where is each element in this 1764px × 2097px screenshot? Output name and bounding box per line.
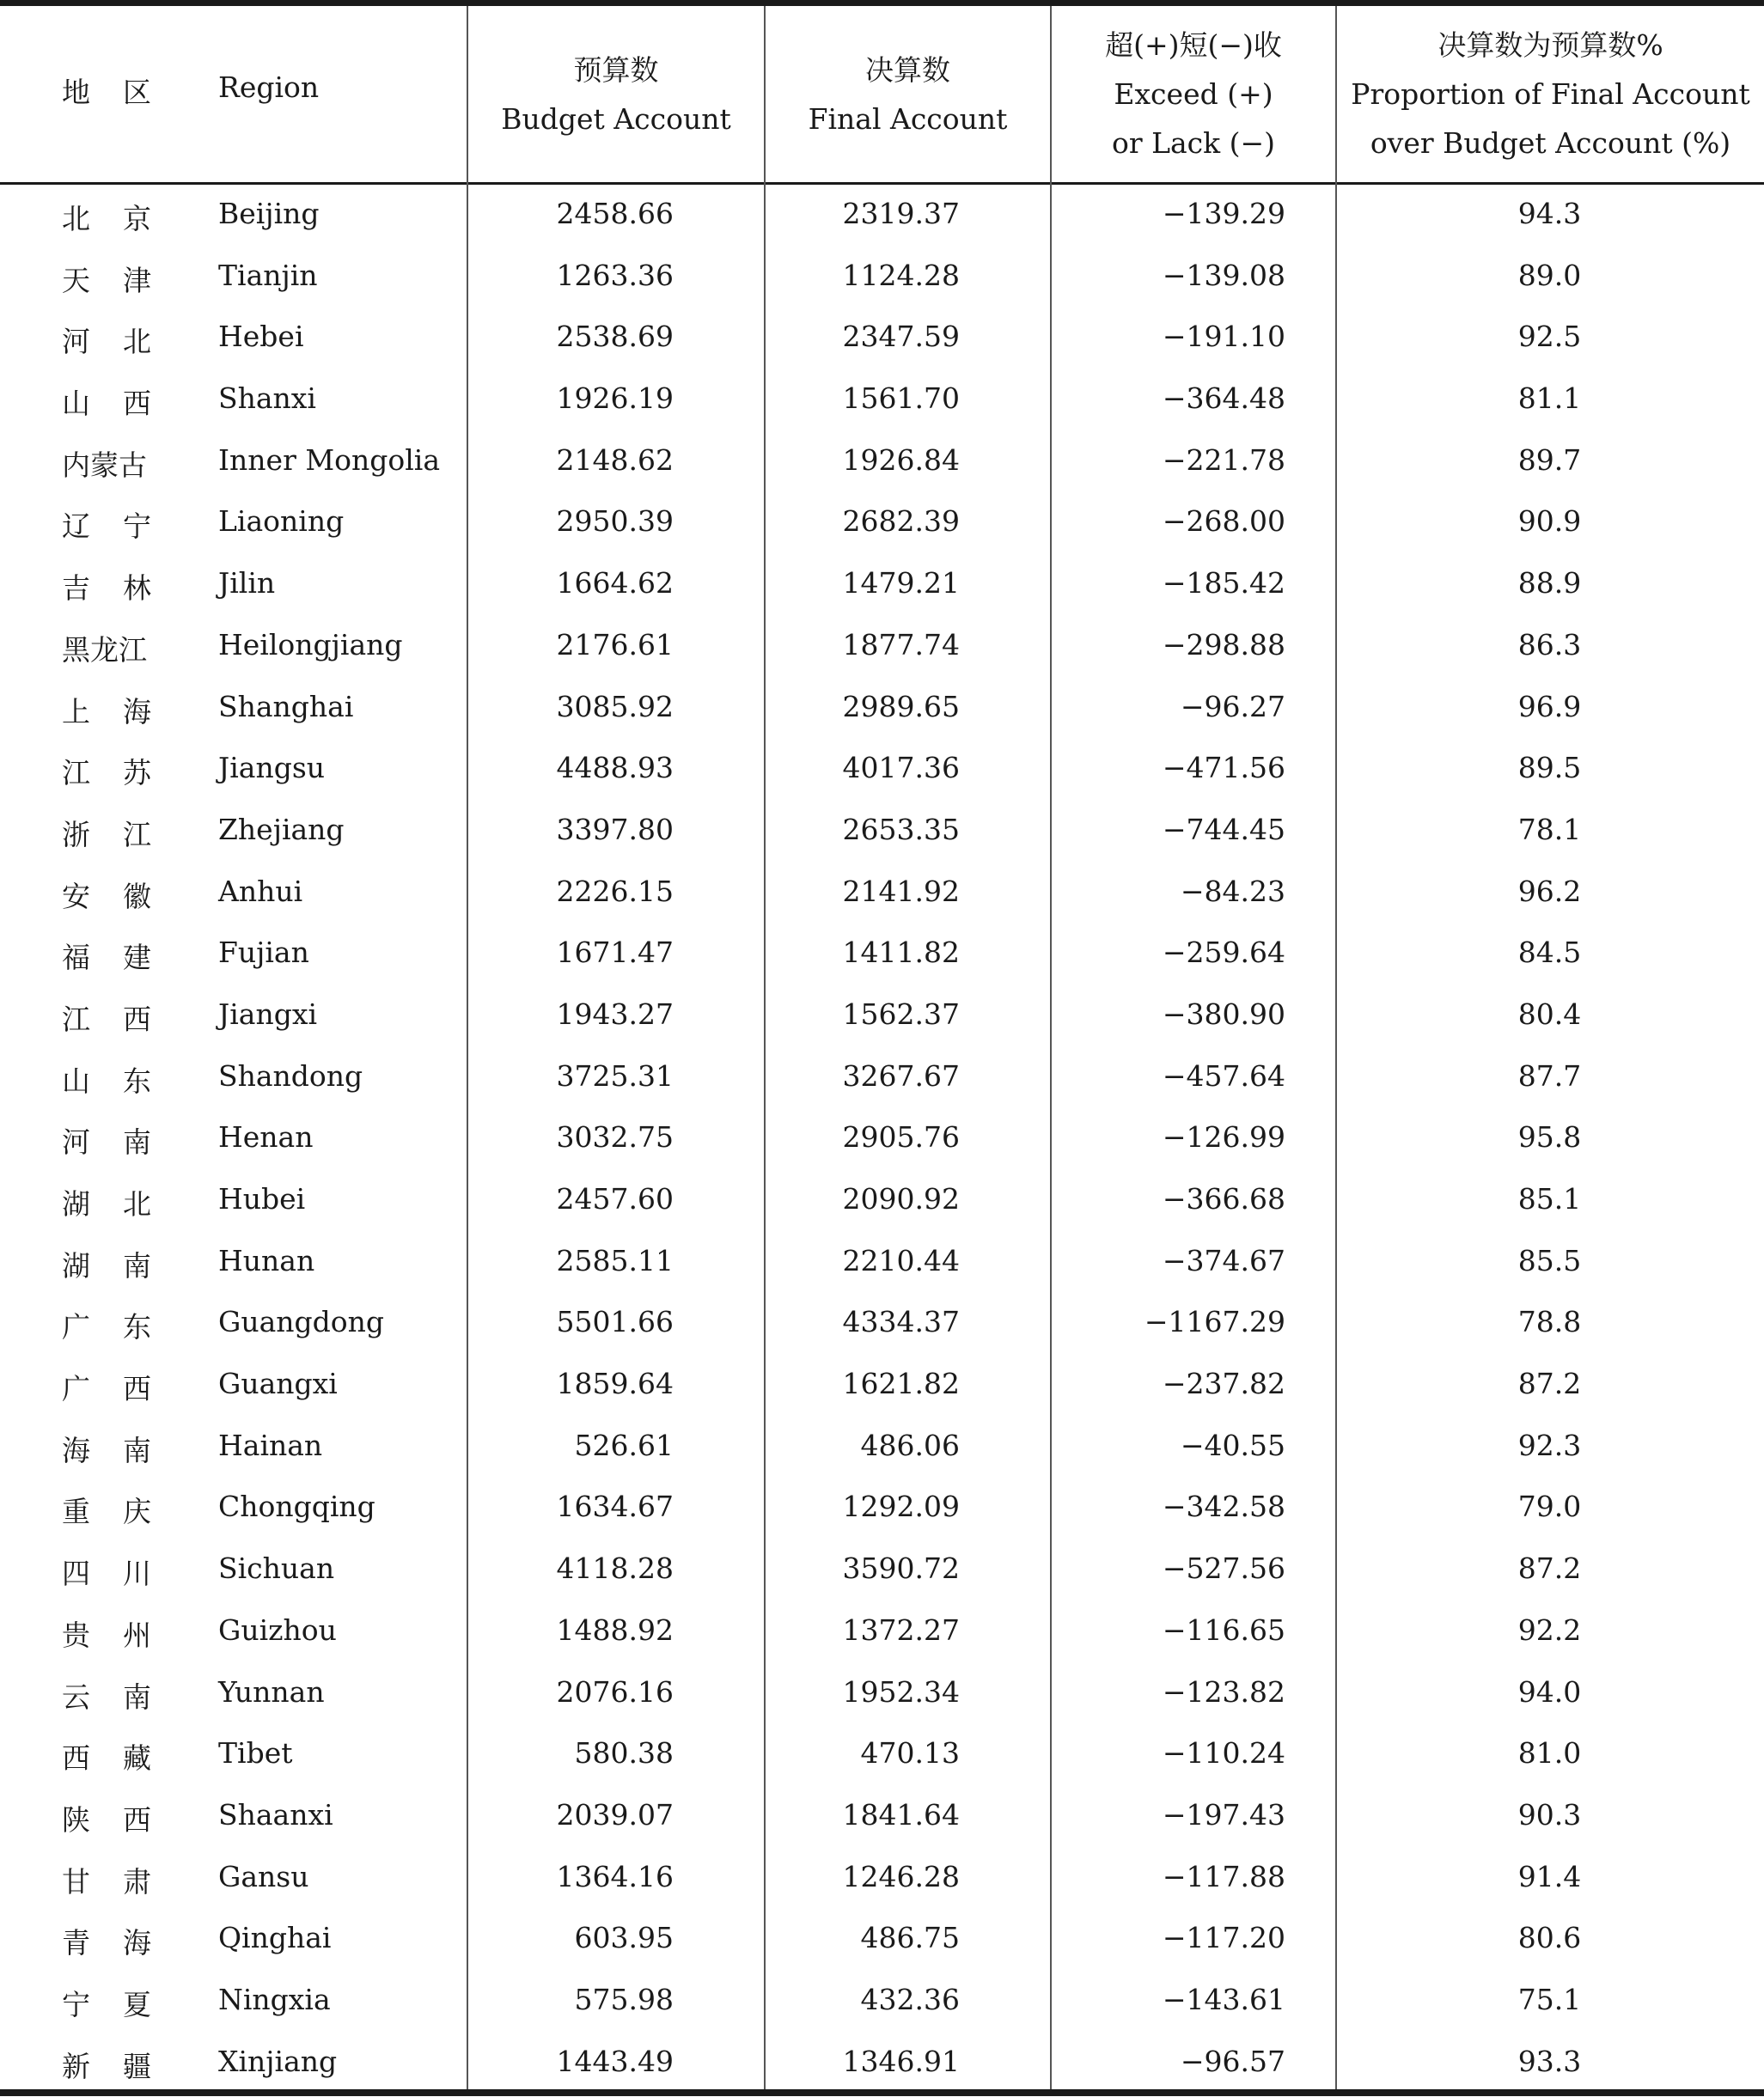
final-value: 1246.28 bbox=[842, 1859, 960, 1893]
difference-value: −197.43 bbox=[1162, 1797, 1285, 1832]
region-name-zh: 内蒙古 bbox=[62, 448, 147, 482]
final-value: 486.75 bbox=[860, 1921, 960, 1955]
region-name-zh: 安徽 bbox=[62, 879, 184, 913]
table-row bbox=[0, 616, 1764, 678]
proportion-value: 85.5 bbox=[1517, 1243, 1582, 1277]
difference-value: −1167.29 bbox=[1144, 1305, 1285, 1339]
proportion-value: 79.0 bbox=[1517, 1490, 1582, 1524]
header-final-en: Final Account bbox=[808, 101, 1008, 136]
difference-value: −185.42 bbox=[1162, 566, 1285, 600]
table-row bbox=[0, 1108, 1764, 1170]
budget-value: 3397.80 bbox=[556, 812, 674, 846]
region-name-zh: 海南 bbox=[62, 1433, 184, 1467]
budget-value: 2458.66 bbox=[556, 197, 674, 230]
proportion-value: 90.3 bbox=[1517, 1797, 1582, 1832]
region-name-en: Yunnan bbox=[218, 1674, 325, 1709]
proportion-value: 87.7 bbox=[1517, 1058, 1582, 1093]
region-name-zh: 江西 bbox=[62, 1002, 184, 1036]
region-name-en: Guangxi bbox=[218, 1367, 338, 1401]
final-value: 1952.34 bbox=[842, 1674, 960, 1709]
region-name-zh: 上海 bbox=[62, 694, 184, 728]
final-value: 486.06 bbox=[860, 1428, 960, 1462]
region-name-zh: 浙江 bbox=[62, 817, 184, 851]
region-name-en: Shaanxi bbox=[218, 1797, 333, 1832]
budget-value: 1664.62 bbox=[556, 566, 674, 600]
difference-value: −457.64 bbox=[1162, 1058, 1285, 1093]
table-row bbox=[0, 1724, 1764, 1786]
final-value: 3590.72 bbox=[842, 1551, 960, 1586]
proportion-value: 89.0 bbox=[1517, 258, 1582, 292]
final-value: 2090.92 bbox=[842, 1182, 960, 1216]
proportion-value: 80.4 bbox=[1517, 997, 1582, 1031]
region-name-zh: 江苏 bbox=[62, 756, 184, 790]
table-row bbox=[0, 863, 1764, 924]
region-name-zh: 宁夏 bbox=[62, 1987, 184, 2021]
table-row bbox=[0, 308, 1764, 369]
budget-value: 2538.69 bbox=[556, 320, 674, 354]
region-name-en: Hunan bbox=[218, 1243, 315, 1277]
region-name-en: Heilongjiang bbox=[218, 627, 403, 661]
region-name-zh: 西藏 bbox=[62, 1741, 184, 1776]
header-proportion-en-2: over Budget Account (%) bbox=[1370, 126, 1731, 160]
final-value: 2682.39 bbox=[842, 504, 960, 539]
region-name-zh: 甘肃 bbox=[62, 1864, 184, 1899]
difference-value: −527.56 bbox=[1162, 1551, 1285, 1586]
region-name-zh: 福建 bbox=[62, 941, 184, 975]
table-row bbox=[0, 554, 1764, 616]
table-row bbox=[0, 1047, 1764, 1109]
region-name-en: Henan bbox=[218, 1120, 314, 1155]
top-rule bbox=[0, 0, 1764, 6]
difference-value: −221.78 bbox=[1162, 442, 1285, 477]
region-name-en: Tibet bbox=[218, 1736, 293, 1771]
region-name-zh: 重庆 bbox=[62, 1495, 184, 1529]
region-name-zh: 辽宁 bbox=[62, 509, 184, 544]
difference-value: −116.65 bbox=[1162, 1612, 1285, 1647]
difference-value: −96.27 bbox=[1180, 689, 1285, 723]
region-name-zh: 广西 bbox=[62, 1372, 184, 1406]
header-region-en: Region bbox=[218, 70, 320, 104]
difference-value: −237.82 bbox=[1162, 1367, 1285, 1401]
difference-value: −191.10 bbox=[1162, 320, 1285, 354]
final-value: 1479.21 bbox=[842, 566, 960, 600]
final-value: 1621.82 bbox=[842, 1367, 960, 1401]
region-name-en: Fujian bbox=[218, 936, 309, 970]
difference-value: −84.23 bbox=[1180, 874, 1285, 908]
difference-value: −744.45 bbox=[1162, 812, 1285, 846]
region-name-zh: 天津 bbox=[62, 263, 184, 297]
proportion-value: 94.3 bbox=[1517, 197, 1582, 230]
budget-value: 3725.31 bbox=[556, 1058, 674, 1093]
region-name-zh: 云南 bbox=[62, 1679, 184, 1714]
table-row bbox=[0, 1971, 1764, 2033]
header-final bbox=[766, 6, 1050, 182]
proportion-value: 78.8 bbox=[1517, 1305, 1582, 1339]
budget-value: 1488.92 bbox=[556, 1612, 674, 1647]
budget-value: 1859.64 bbox=[556, 1367, 674, 1401]
final-value: 1877.74 bbox=[842, 627, 960, 661]
region-name-zh: 四川 bbox=[62, 1557, 184, 1591]
proportion-value: 90.9 bbox=[1517, 504, 1582, 539]
region-name-zh: 河南 bbox=[62, 1125, 184, 1160]
region-name-en: Ningxia bbox=[218, 1982, 331, 2016]
header-proportion-en-1: Proportion of Final Account bbox=[1351, 77, 1750, 111]
table-row bbox=[0, 431, 1764, 493]
difference-value: −259.64 bbox=[1162, 936, 1285, 970]
final-value: 2989.65 bbox=[842, 689, 960, 723]
budget-value: 2950.39 bbox=[556, 504, 674, 539]
difference-value: −40.55 bbox=[1180, 1428, 1285, 1462]
proportion-value: 94.0 bbox=[1517, 1674, 1582, 1709]
difference-value: −110.24 bbox=[1162, 1736, 1285, 1771]
final-value: 2319.37 bbox=[842, 197, 960, 230]
header-diff-en-2: or Lack (−) bbox=[1111, 126, 1276, 160]
table-row bbox=[0, 1663, 1764, 1725]
table-row bbox=[0, 1355, 1764, 1417]
final-value: 2905.76 bbox=[842, 1120, 960, 1155]
table-row bbox=[0, 1478, 1764, 1539]
region-name-en: Gansu bbox=[218, 1859, 309, 1893]
table-row bbox=[0, 1170, 1764, 1232]
table-row bbox=[0, 678, 1764, 740]
region-name-en: Hubei bbox=[218, 1182, 306, 1216]
proportion-value: 89.7 bbox=[1517, 442, 1582, 477]
table-row bbox=[0, 924, 1764, 985]
header-budget-en: Budget Account bbox=[501, 101, 731, 136]
budget-value: 2585.11 bbox=[556, 1243, 674, 1277]
region-name-en: Shanghai bbox=[218, 689, 354, 723]
difference-value: −117.88 bbox=[1162, 1859, 1285, 1893]
proportion-value: 93.3 bbox=[1517, 2044, 1582, 2078]
proportion-value: 95.8 bbox=[1517, 1120, 1582, 1155]
difference-value: −123.82 bbox=[1162, 1674, 1285, 1709]
proportion-value: 78.1 bbox=[1517, 812, 1582, 846]
region-name-zh: 湖北 bbox=[62, 1187, 184, 1221]
table-row bbox=[0, 1293, 1764, 1355]
region-name-en: Jilin bbox=[218, 566, 276, 600]
region-name-en: Sichuan bbox=[218, 1551, 335, 1586]
region-name-en: Guizhou bbox=[218, 1612, 337, 1647]
difference-value: −298.88 bbox=[1162, 627, 1285, 661]
proportion-value: 80.6 bbox=[1517, 1921, 1582, 1955]
difference-value: −342.58 bbox=[1162, 1490, 1285, 1524]
difference-value: −380.90 bbox=[1162, 997, 1285, 1031]
proportion-value: 87.2 bbox=[1517, 1367, 1582, 1401]
budget-value: 580.38 bbox=[574, 1736, 674, 1771]
budget-value: 3032.75 bbox=[556, 1120, 674, 1155]
proportion-value: 92.2 bbox=[1517, 1612, 1582, 1647]
final-value: 1124.28 bbox=[842, 258, 960, 292]
region-name-zh: 湖南 bbox=[62, 1248, 184, 1283]
final-value: 1292.09 bbox=[842, 1490, 960, 1524]
budget-value: 1634.67 bbox=[556, 1490, 674, 1524]
region-name-zh: 河北 bbox=[62, 325, 184, 359]
region-name-zh: 青海 bbox=[62, 1926, 184, 1960]
budget-value: 2148.62 bbox=[556, 442, 674, 477]
table-row bbox=[0, 985, 1764, 1047]
difference-value: −126.99 bbox=[1162, 1120, 1285, 1155]
budget-value: 1671.47 bbox=[556, 936, 674, 970]
budget-value: 1263.36 bbox=[556, 258, 674, 292]
table-row bbox=[0, 1786, 1764, 1848]
final-value: 2653.35 bbox=[842, 812, 960, 846]
region-name-en: Tianjin bbox=[218, 258, 318, 292]
final-value: 1561.70 bbox=[842, 381, 960, 416]
region-name-en: Qinghai bbox=[218, 1921, 332, 1955]
budget-value: 575.98 bbox=[574, 1982, 674, 2016]
final-value: 1411.82 bbox=[842, 936, 960, 970]
region-name-zh: 贵州 bbox=[62, 1618, 184, 1652]
budget-value: 2226.15 bbox=[556, 874, 674, 908]
header-proportion bbox=[1337, 6, 1764, 182]
difference-value: −117.20 bbox=[1162, 1921, 1285, 1955]
final-value: 1346.91 bbox=[842, 2044, 960, 2078]
proportion-value: 88.9 bbox=[1517, 566, 1582, 600]
difference-value: −374.67 bbox=[1162, 1243, 1285, 1277]
budget-value: 1926.19 bbox=[556, 381, 674, 416]
region-name-zh: 陕西 bbox=[62, 1802, 184, 1837]
proportion-value: 96.2 bbox=[1517, 874, 1582, 908]
header-region-zh: 地区 bbox=[62, 76, 184, 109]
region-name-en: Liaoning bbox=[218, 504, 345, 539]
header-budget bbox=[468, 6, 764, 182]
proportion-value: 91.4 bbox=[1517, 1859, 1582, 1893]
difference-value: −471.56 bbox=[1162, 751, 1285, 785]
region-name-zh: 新疆 bbox=[62, 2049, 184, 2083]
difference-value: −364.48 bbox=[1162, 381, 1285, 416]
proportion-value: 81.1 bbox=[1517, 381, 1582, 416]
header-diff-en-1: Exceed (+) bbox=[1114, 77, 1273, 111]
table-row bbox=[0, 2033, 1764, 2094]
region-name-zh: 广东 bbox=[62, 1310, 184, 1344]
header-final-zh: 决算数 bbox=[865, 52, 950, 87]
difference-value: −268.00 bbox=[1162, 504, 1285, 539]
budget-value: 1364.16 bbox=[556, 1859, 674, 1893]
proportion-value: 89.5 bbox=[1517, 751, 1582, 785]
region-name-en: Inner Mongolia bbox=[218, 442, 441, 477]
final-value: 3267.67 bbox=[842, 1058, 960, 1093]
table-row bbox=[0, 492, 1764, 554]
region-name-en: Jiangsu bbox=[218, 751, 326, 785]
region-name-en: Shanxi bbox=[218, 381, 316, 416]
header-budget-zh: 预算数 bbox=[573, 52, 659, 87]
final-value: 4334.37 bbox=[842, 1305, 960, 1339]
difference-value: −139.29 bbox=[1162, 197, 1285, 230]
table-row bbox=[0, 185, 1764, 247]
proportion-value: 75.1 bbox=[1517, 1982, 1582, 2016]
region-name-en: Shandong bbox=[218, 1058, 363, 1093]
proportion-value: 87.2 bbox=[1517, 1551, 1582, 1586]
table-row bbox=[0, 247, 1764, 308]
proportion-value: 81.0 bbox=[1517, 1736, 1582, 1771]
table-row bbox=[0, 1417, 1764, 1478]
final-value: 4017.36 bbox=[842, 751, 960, 785]
budget-value: 4488.93 bbox=[556, 751, 674, 785]
difference-value: −143.61 bbox=[1162, 1982, 1285, 2016]
final-value: 1372.27 bbox=[842, 1612, 960, 1647]
budget-value: 2076.16 bbox=[556, 1674, 674, 1709]
budget-value: 4118.28 bbox=[556, 1551, 674, 1586]
table-row bbox=[0, 801, 1764, 863]
region-name-zh: 黑龙江 bbox=[62, 632, 147, 667]
final-value: 1926.84 bbox=[842, 442, 960, 477]
budget-value: 2176.61 bbox=[556, 627, 674, 661]
final-value: 2210.44 bbox=[842, 1243, 960, 1277]
header-proportion-zh: 决算数为预算数% bbox=[1437, 28, 1663, 62]
table-row bbox=[0, 1601, 1764, 1663]
region-name-en: Xinjiang bbox=[218, 2044, 338, 2078]
region-name-en: Anhui bbox=[218, 874, 303, 908]
table-row bbox=[0, 1909, 1764, 1971]
table-row bbox=[0, 1232, 1764, 1294]
difference-value: −366.68 bbox=[1162, 1182, 1285, 1216]
proportion-value: 96.9 bbox=[1517, 689, 1582, 723]
budget-value: 526.61 bbox=[574, 1428, 674, 1462]
final-value: 1562.37 bbox=[842, 997, 960, 1031]
region-name-zh: 北京 bbox=[62, 202, 184, 235]
region-name-en: Hainan bbox=[218, 1428, 323, 1462]
region-name-en: Jiangxi bbox=[218, 997, 318, 1031]
region-name-en: Beijing bbox=[218, 197, 320, 230]
table-row bbox=[0, 739, 1764, 801]
region-name-zh: 吉林 bbox=[62, 571, 184, 606]
difference-value: −139.08 bbox=[1162, 258, 1285, 292]
region-name-en: Chongqing bbox=[218, 1490, 375, 1524]
final-value: 2141.92 bbox=[842, 874, 960, 908]
proportion-value: 85.1 bbox=[1517, 1182, 1582, 1216]
budget-value: 1943.27 bbox=[556, 997, 674, 1031]
final-value: 1841.64 bbox=[842, 1797, 960, 1832]
proportion-value: 86.3 bbox=[1517, 627, 1582, 661]
header-diff bbox=[1052, 6, 1335, 182]
budget-value: 5501.66 bbox=[556, 1305, 674, 1339]
table-row bbox=[0, 369, 1764, 431]
budget-value: 603.95 bbox=[574, 1921, 674, 1955]
final-value: 470.13 bbox=[860, 1736, 960, 1771]
region-name-zh: 山东 bbox=[62, 1064, 184, 1098]
region-name-en: Hebei bbox=[218, 320, 304, 354]
budget-value: 2457.60 bbox=[556, 1182, 674, 1216]
region-name-zh: 山西 bbox=[62, 387, 184, 421]
budget-value: 3085.92 bbox=[556, 689, 674, 723]
header-diff-zh: 超(+)短(−)收 bbox=[1105, 28, 1282, 62]
budget-value: 2039.07 bbox=[556, 1797, 674, 1832]
difference-value: −96.57 bbox=[1180, 2044, 1285, 2078]
budget-value: 1443.49 bbox=[556, 2044, 674, 2078]
region-name-en: Zhejiang bbox=[218, 812, 345, 846]
final-value: 2347.59 bbox=[842, 320, 960, 354]
region-name-en: Guangdong bbox=[218, 1305, 385, 1339]
proportion-value: 92.3 bbox=[1517, 1428, 1582, 1462]
table-row bbox=[0, 1539, 1764, 1601]
table-body bbox=[0, 185, 1764, 2094]
table-row bbox=[0, 1848, 1764, 1910]
final-value: 432.36 bbox=[860, 1982, 960, 2016]
proportion-value: 92.5 bbox=[1517, 320, 1582, 354]
proportion-value: 84.5 bbox=[1517, 936, 1582, 970]
